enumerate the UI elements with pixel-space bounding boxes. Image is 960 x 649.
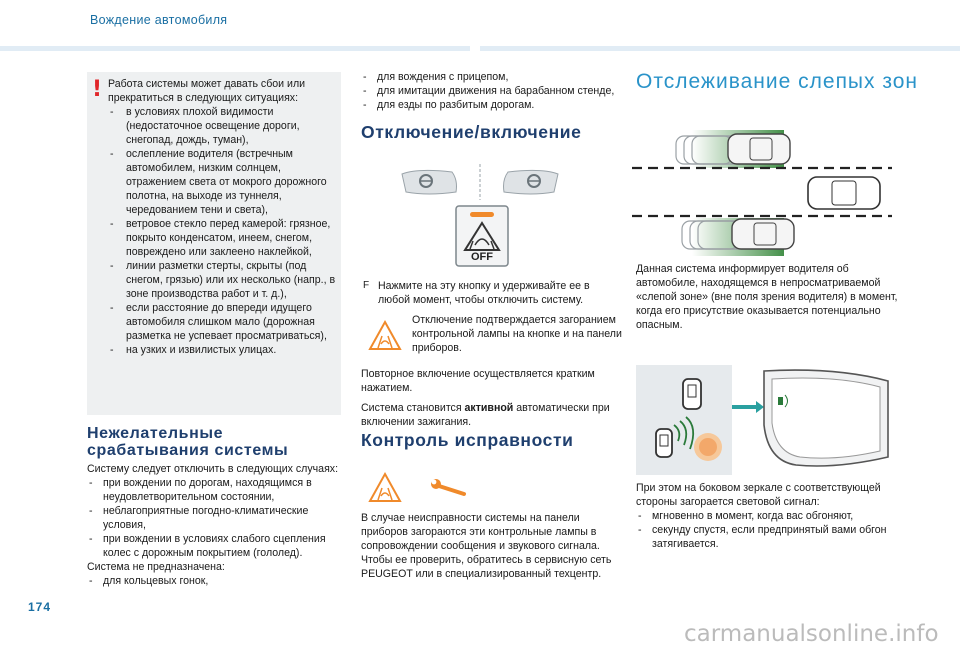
list-item: - в условиях плохой видимости (недостаточное освещение дороги, снегопад, дождь, туман), — [108, 105, 340, 147]
confirm-text: Отключение подтверждается загоранием контрольной лампы на кнопке и на панели приборов. — [412, 314, 622, 354]
list-item: - при вождении в условиях слабого сцепления колес с дорожным покрытием (гололед). — [87, 532, 347, 560]
header-rule-left — [0, 46, 470, 51]
list-item: - если расстояние до впереди идущего автомобиля слишком мало (дорожная разметка не успевает просматриваться), — [108, 301, 340, 343]
steering-wheel-icons — [398, 162, 562, 202]
watermark: carmanualsonline.info — [684, 621, 939, 647]
list-item: - для вождения с прицепом, — [361, 70, 621, 84]
section-title-blind-spot: Отслеживание слепых зон — [636, 70, 919, 93]
wrench-icon — [428, 474, 468, 498]
mirror-description: При этом на боковом зеркале с соответствующей стороны загорается световой сигнал: — [636, 482, 881, 508]
header-rule-right — [480, 46, 960, 51]
auto-text-prefix: Система становится — [361, 402, 465, 414]
section-title-on-off: Отключение/включение — [361, 122, 582, 142]
list-item: - ветровое стекло перед камерой: грязное, покрыто конденсатом, инеем, снегом, повреждено или заклеено наклейкой, — [108, 217, 340, 259]
false-alarms-intro: Систему следует отключить в следующих случаях: — [87, 463, 339, 475]
off-label: OFF — [471, 251, 493, 263]
reactivation-text: Повторное включение осуществляется кратким нажатием. — [361, 368, 595, 394]
auto-text-suffix: автоматически при включении зажигания. — [361, 402, 610, 428]
auto-activation-text — [361, 401, 621, 429]
false-alarms-list — [87, 476, 347, 560]
list-item: - мгновенно в момент, когда вас обгоняют, — [636, 509, 898, 523]
list-item: - на узких и извилистых улицах. — [108, 343, 340, 357]
list-item: - неблагоприятные погодно-климатические условия, — [87, 504, 347, 532]
section-title-false-alarms: Нежелательные срабатывания системы — [87, 425, 289, 459]
list-item: - при вождении по дорогам, находящимся в неудовлетворительном состоянии, — [87, 476, 347, 504]
press-instruction: Нажмите на эту кнопку и удерживайте ее в любой момент, чтобы отключить систему. — [378, 280, 590, 306]
list-item: - для езды по разбитым дорогам. — [361, 98, 621, 112]
list-item: - ослепление водителя (встречным автомобилем, низким солнцем, отражением света от мокрого дорожного полотна, на выходе из туннеля, чередованием тени и света), — [108, 147, 340, 217]
lane-warning-lamp-icon — [367, 318, 403, 354]
section-title-check: Контроль исправности — [361, 430, 574, 450]
false-alarms-note: Система не предназначена: — [87, 561, 225, 573]
blind-spot-description: Данная система информирует водителя об автомобиле, находящемся в непросматриваемой «слепой зоне» (вне поля зрения водителя) в момент, когда его присутствие оказывается потенциально опасным. — [636, 263, 898, 331]
list-item: - для имитации движения на барабанном стенде, — [361, 84, 621, 98]
arrow-bullet-icon: F — [363, 280, 370, 291]
warning-intro: Работа системы может давать сбои или прекратиться в следующих ситуациях: — [108, 78, 306, 104]
check-text: В случае неисправности системы на панели приборов загораются эти контрольные лампы в сопровождении сообщения и звукового сигнала. Чтобы ее проверить, обратитесь в сервисную сеть PEUGEOT или в специализированный техцентр. — [361, 512, 612, 580]
page-number: 174 — [28, 600, 52, 614]
chapter-title: Вождение автомобиля — [90, 13, 228, 27]
lane-fault-lamp-icon — [367, 470, 403, 506]
mirror-signal-list — [636, 509, 898, 551]
lane-assist-off-button[interactable] — [455, 205, 509, 267]
side-mirror-warning-illustration — [636, 365, 892, 475]
not-intended-list-continued — [361, 70, 621, 112]
not-intended-list — [87, 574, 347, 588]
blind-spot-zone-illustration — [632, 128, 892, 256]
list-item: - линии разметки стерты, скрыты (под снегом, грязью) или их несколько (напр., в зоне производства работ и т. д.), — [108, 259, 340, 301]
warning-list — [108, 105, 340, 357]
list-item: - секунду спустя, если предпринятый вами обгон затягивается. — [636, 523, 898, 551]
list-item: - для кольцевых гонок, — [87, 574, 347, 588]
auto-text-emphasis: активной — [464, 402, 514, 414]
warning-icon: ! — [92, 77, 103, 102]
